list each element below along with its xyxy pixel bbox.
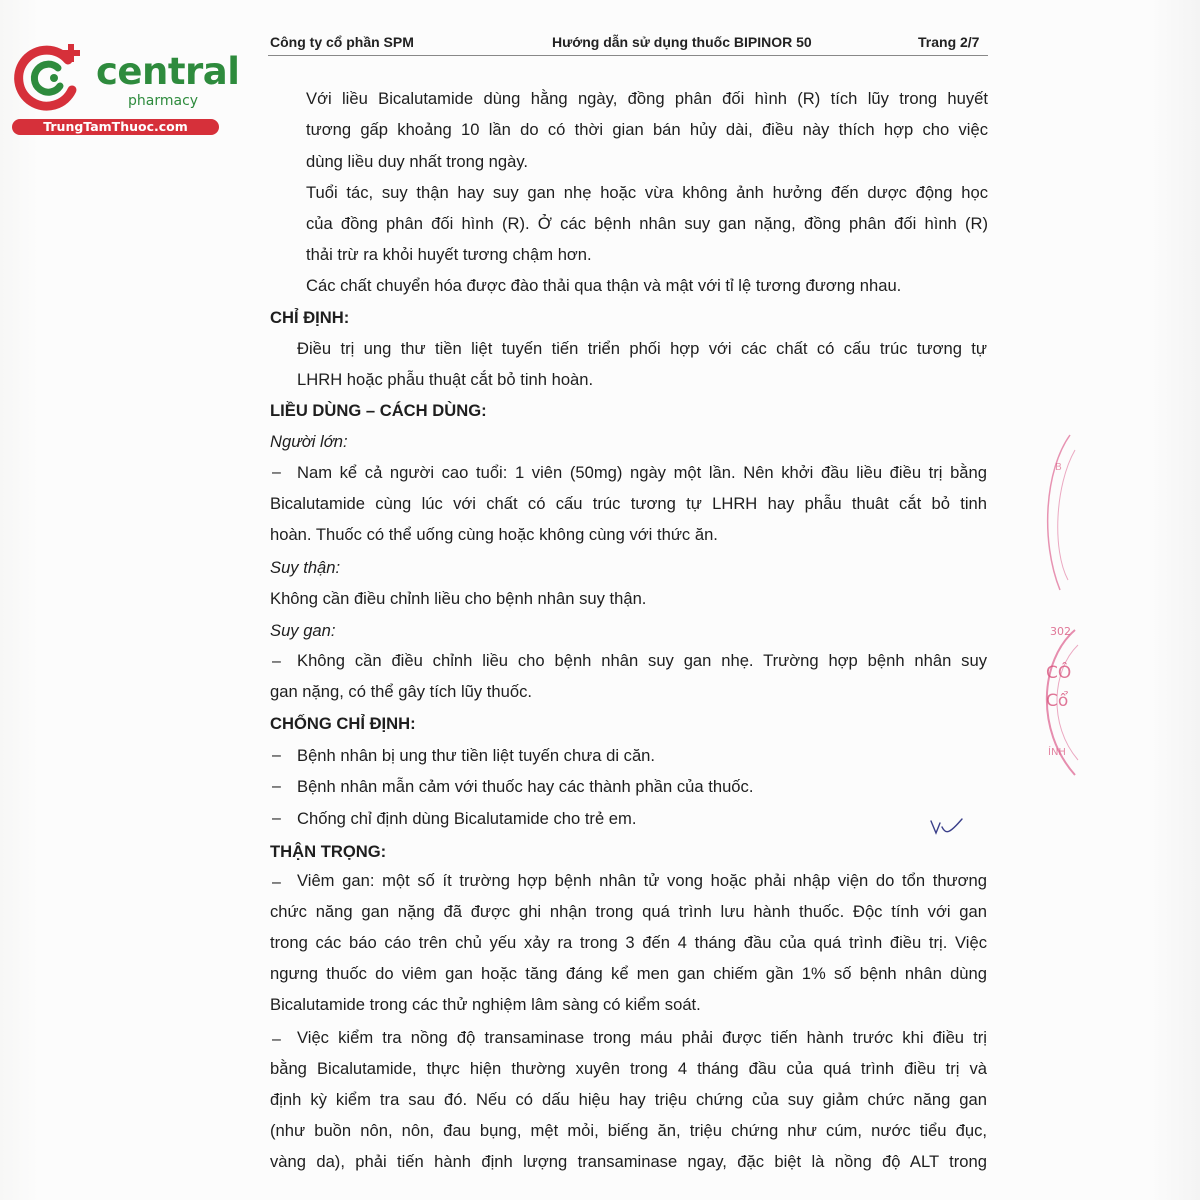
text-line: Tuổi tác, suy thận hay suy gan nhẹ hoặc vừa không ảnh hưởng đến dược động học — [306, 183, 988, 202]
header-title: Hướng dẫn sử dụng thuốc BIPINOR 50 — [552, 34, 812, 50]
list-dash: – — [272, 653, 281, 670]
list-dash: – — [272, 747, 281, 764]
text-line: Chống chỉ định dùng Bicalutamide cho trẻ em. — [297, 809, 637, 828]
subheading-suy-gan: Suy gan: — [270, 621, 336, 640]
text-line: Điều trị ung thư tiền liệt tuyến tiến triển phối hợp với các chất có cấu trúc tương tự — [297, 339, 987, 358]
text-line: Không cần điều chỉnh liều cho bệnh nhân suy thận. — [270, 589, 647, 608]
text-line: định kỳ kiểm tra sau đó. Nếu có dấu hiệu hay triệu chứng của suy giảm chức năng gan — [270, 1090, 987, 1109]
subheading-nguoi-lon: Người lớn: — [270, 432, 348, 451]
text-line: thải trừ ra khỏi huyết tương chậm hơn. — [306, 245, 592, 264]
svg-text:302: 302 — [1050, 625, 1071, 638]
logo-sub: pharmacy — [128, 93, 199, 109]
text-line: Các chất chuyển hóa được đào thải qua thận và mật với tỉ lệ tương đương nhau. — [306, 276, 902, 295]
handwritten-initial-icon — [928, 815, 968, 837]
list-dash: – — [272, 464, 281, 481]
text-line: trong các báo cáo trên chủ yếu xảy ra trong 3 đến 4 tháng đầu của quá trình điều trị. Việc — [270, 933, 987, 952]
logo-brand: central — [96, 50, 240, 93]
text-line: bằng Bicalutamide, thực hiện thường xuyên trong 4 tháng đầu của quá trình điều trị và — [270, 1059, 987, 1078]
text-line: Bicalutamide cùng lúc với chất có cấu trúc tương tự LHRH hay phẫu thuât cắt bỏ tinh — [270, 494, 987, 513]
heading-chi-dinh: CHỈ ĐỊNH: — [270, 308, 350, 327]
heading-chong-chi-dinh: CHỐNG CHỈ ĐỊNH: — [270, 714, 416, 733]
heading-than-trong: THẬN TRỌNG: — [270, 842, 387, 861]
text-line: ngưng thuốc do viêm gan hoặc tăng đáng kể men gan chiếm gần 1% số bệnh nhân dùng — [270, 964, 987, 983]
list-dash: – — [272, 1031, 281, 1048]
text-line: vàng da), phải tiến hành định lượng transaminase ngay, đặc biệt là nồng độ ALT trong — [270, 1152, 987, 1171]
text-line: Bicalutamide trong các thử nghiệm lâm sàng có kiểm soát. — [270, 995, 701, 1014]
text-line: Nam kể cả người cao tuổi: 1 viên (50mg) ngày một lần. Nên khởi đầu liều điều trị bằng — [297, 463, 987, 482]
text-line: tương gấp khoảng 10 lần do có thời gian bán hủy dài, điều này thích hợp cho việc — [306, 120, 988, 139]
header-page-number: Trang 2/7 — [918, 34, 980, 50]
logo-site-url[interactable]: TrungTamThuoc.com — [12, 119, 219, 135]
text-line: Viêm gan: một số ít trường hợp bệnh nhân tử vong hoặc phải nhập viện do tổn thương — [297, 871, 987, 890]
list-dash: – — [272, 810, 281, 827]
central-pharmacy-logo[interactable] — [10, 38, 240, 138]
text-line: chức năng gan nặng đã được ghi nhận trong quá trình lưu hành thuốc. Độc tính với gan — [270, 902, 987, 921]
text-line: LHRH hoặc phẫu thuật cắt bỏ tinh hoàn. — [297, 370, 594, 389]
header-divider — [268, 55, 988, 56]
list-dash: – — [272, 874, 281, 891]
svg-text:Cổ: Cổ — [1046, 691, 1069, 711]
heading-lieu-dung: LIỀU DÙNG – CÁCH DÙNG: — [270, 401, 487, 420]
text-line: gan nặng, có thể gây tích lũy thuốc. — [270, 682, 532, 701]
text-line: Bệnh nhân mẫn cảm với thuốc hay các thành phần của thuốc. — [297, 777, 754, 796]
svg-text:ÍNH: ÍNH — [1048, 747, 1066, 758]
text-line: (như buồn nôn, nôn, đau bụng, mệt mỏi, biếng ăn, triệu chứng như cúm, nước tiểu đục, — [270, 1121, 987, 1140]
pharmacy-cross-logo-icon — [10, 38, 90, 118]
text-line: của đồng phân đối hình (R). Ở các bệnh nhân suy gan nặng, đồng phân đối hình (R) — [306, 214, 988, 233]
svg-text:CÔ: CÔ — [1046, 663, 1072, 683]
subheading-suy-than: Suy thận: — [270, 558, 341, 577]
text-line: dùng liều duy nhất trong ngày. — [306, 152, 529, 171]
text-line: Bệnh nhân bị ung thư tiền liệt tuyến chưa di căn. — [297, 746, 656, 765]
header-company: Công ty cổ phần SPM — [270, 34, 414, 50]
company-stamp-icon — [1020, 430, 1080, 780]
list-dash: – — [272, 778, 281, 795]
text-line: Với liều Bicalutamide dùng hằng ngày, đồng phân đối hình (R) tích lũy trong huyết — [306, 89, 988, 108]
text-line: Không cần điều chỉnh liều cho bệnh nhân suy gan nhẹ. Trường hợp bệnh nhân suy — [297, 651, 987, 670]
svg-text:B: B — [1055, 462, 1062, 473]
text-line: Việc kiểm tra nồng độ transaminase trong máu phải được tiến hành trước khi điều trị — [297, 1028, 987, 1047]
text-line: hoàn. Thuốc có thể uống cùng hoặc không cùng với thức ăn. — [270, 525, 718, 544]
